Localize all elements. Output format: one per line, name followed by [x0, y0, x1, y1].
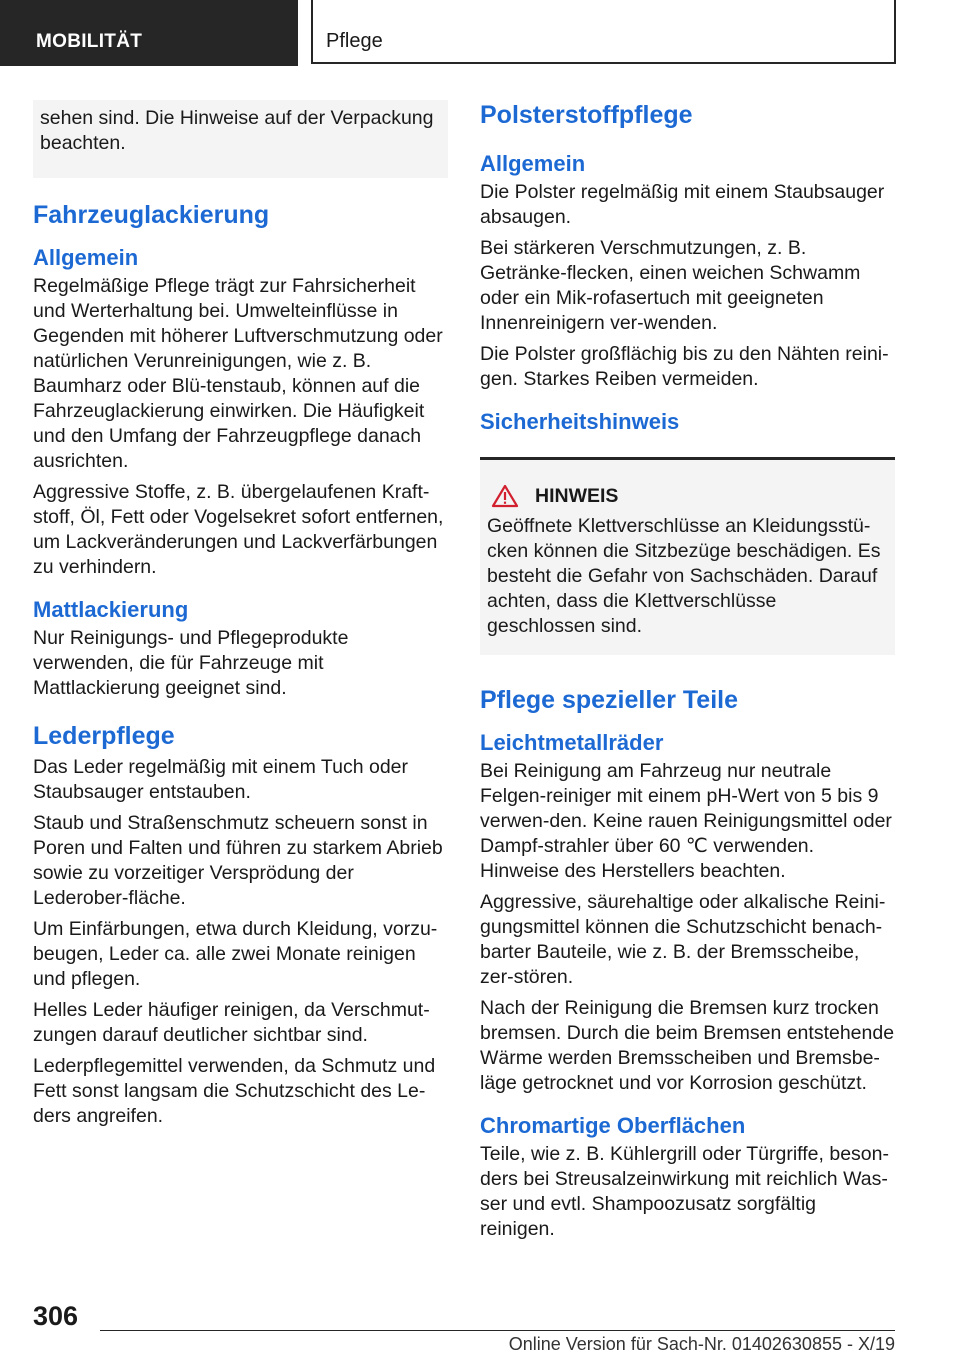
- heading-fahrzeuglackierung: Fahrzeuglackierung: [33, 201, 270, 229]
- right-column: [480, 100, 895, 1248]
- warning-triangle-icon: [491, 484, 519, 508]
- note-text: sehen sind. Die Hinweise auf der Verpackung beachten.: [40, 107, 434, 154]
- warning-box: [480, 457, 895, 655]
- warning-label: HINWEIS: [535, 484, 619, 507]
- heading-pflege-spezieller-teile: Pflege spezieller Teile: [480, 686, 738, 714]
- left-column: [33, 100, 448, 1135]
- page-number: 306: [33, 1301, 79, 1331]
- paragraph: Regelmäßige Pflege trägt zur Fahrsicherheit und Werterhaltung bei. Umwelteinflüsse in Gegenden mit höherer Luftverschmutzung oder natürlichen Verunreinigungen, wie z. B. Baumharz oder Blü-tenstaub, können auf die Fahrzeuglackierung einwirken. Die Häufigkeit und den Umfang der Fahrzeugpflege danach ausrichten.: [33, 275, 443, 472]
- footer-divider: [100, 1330, 895, 1331]
- subheading-chromartige-oberflaechen: Chromartige Oberflächen: [480, 1113, 746, 1138]
- paragraph: Nur Reinigungs- und Pflegeprodukte verwenden, die für Fahrzeuge mit Mattlackierung geeignet sind.: [33, 627, 349, 699]
- warning-text: Geöffnete Klettverschlüsse an Kleidungsstü-cken können die Sitzbezüge beschädigen. Es besteht die Gefahr von Sachschäden. Darauf achten, dass die Klettverschlüsse geschlossen sind.: [487, 515, 881, 637]
- paragraph: Nach der Reinigung die Bremsen kurz trocken bremsen. Durch die beim Bremsen entstehende Wärme werden Bremsscheiben und Bremsbe-läge getrocknet und vor Korrosion geschützt.: [480, 997, 895, 1094]
- subheading-mattlackierung: Mattlackierung: [33, 597, 189, 622]
- paragraph: Aggressive, säurehaltige oder alkalische Reini-gungsmittel können die Schutzschicht benach-barter Bauteile, wie z. B. der Bremsscheibe, zer-stören.: [480, 891, 886, 988]
- paragraph: Das Leder regelmäßig mit einem Tuch oder Staubsauger entstauben.: [33, 756, 409, 803]
- paragraph: Die Polster großflächig bis zu den Nähten reini-gen. Starkes Reiben vermeiden.: [480, 343, 889, 390]
- paragraph: Lederpflegemittel verwenden, da Schmutz und Fett sonst langsam die Schutzschicht des Le-ders angreifen.: [33, 1055, 436, 1127]
- subheading-allgemein: Allgemein: [33, 245, 139, 270]
- paragraph: Aggressive Stoffe, z. B. übergelaufenen Kraft-stoff, Öl, Fett oder Vogelsekret sofort entfernen, um Lackveränderungen und Lackverfärbungen zu verhindern.: [33, 481, 444, 578]
- subheading-leichtmetallraeder: Leichtmetallräder: [480, 730, 664, 755]
- heading-polsterstoffpflege: Polsterstoffpflege: [480, 101, 693, 129]
- paragraph: Helles Leder häufiger reinigen, da Verschmut-zungen darauf deutlicher sichtbar sind.: [33, 999, 430, 1046]
- paragraph: Staub und Straßenschmutz scheuern sonst in Poren und Falten und führen zu starkem Abrieb sowie zu vorzeitiger Versprödung der Lederober-fläche.: [33, 812, 443, 909]
- online-version-text: Online Version für Sach-Nr. 01402630855 - X/19: [508, 1334, 895, 1354]
- section-tab: MOBILITÄT: [0, 0, 298, 66]
- chapter-title: Pflege: [311, 0, 896, 64]
- continued-note: [33, 100, 448, 178]
- paragraph: Teile, wie z. B. Kühlergrill oder Türgriffe, beson-ders bei Streusalzeinwirkung mit reichlich Was-ser und evtl. Shampoozusatz sorgfältig reinigen.: [480, 1143, 889, 1240]
- heading-lederpflege: Lederpflege: [33, 722, 175, 750]
- paragraph: Bei Reinigung am Fahrzeug nur neutrale Felgen-reiniger mit einem pH-Wert von 5 bis 9 verwen-den. Keine rauen Reinigungsmittel oder Dampf-strahler über 60 ℃ verwenden. Hinweise des Herstellers beachten.: [480, 760, 892, 882]
- page-header: [0, 0, 960, 66]
- subheading-sicherheitshinweis: Sicherheitshinweis: [480, 409, 680, 434]
- paragraph: Die Polster regelmäßig mit einem Staubsauger absaugen.: [480, 181, 885, 228]
- warning-header: [487, 484, 887, 508]
- paragraph: Bei stärkeren Verschmutzungen, z. B. Getränke-flecken, einen weichen Schwamm oder ein Mik-rofasertuch mit geeigneten Innenreinigern ver-wenden.: [480, 237, 861, 334]
- paragraph: Um Einfärbungen, etwa durch Kleidung, vorzu-beugen, Leder ca. alle zwei Monate reinigen und pflegen.: [33, 918, 438, 990]
- subheading-allgemein: Allgemein: [480, 151, 586, 176]
